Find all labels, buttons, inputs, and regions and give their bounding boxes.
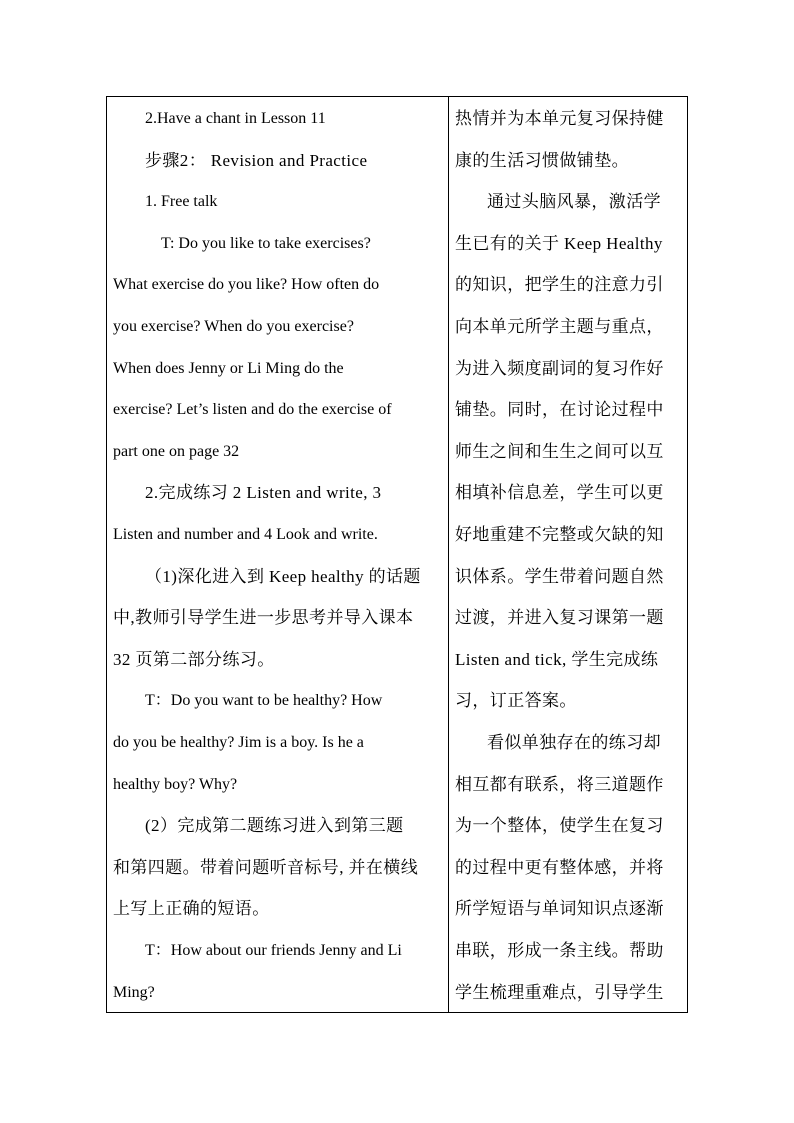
design-intent-line: 学生梳理重难点，引导学生 <box>455 982 664 1002</box>
teaching-step-line: 1. Free talk <box>145 193 218 211</box>
teaching-step-line: 2.完成练习 2 Listen and write, 3 <box>145 483 382 503</box>
teaching-step-line: T：How about our friends Jenny and Li <box>145 942 402 959</box>
teaching-step-line: healthy boy? Why? <box>113 775 238 793</box>
teaching-step-line: When does Jenny or Li Ming do the <box>113 359 344 377</box>
teaching-step-line: What exercise do you like? How often do <box>113 276 380 294</box>
design-intent-line: 看似单独存在的练习却 <box>487 733 661 752</box>
teaching-step-line: Listen and number and 4 Look and write. <box>113 526 378 543</box>
column-divider <box>448 97 449 1012</box>
teaching-step-line: T：Do you want to be healthy? How <box>145 692 383 710</box>
design-intent-line: 师生之间和生生之间可以互 <box>455 441 664 461</box>
teaching-step-line: do you be healthy? Jim is a boy. Is he a <box>113 734 364 751</box>
teaching-step-line: 和第四题。带着问题听音标号, 并在横线 <box>113 857 419 877</box>
design-intent-line: 热情并为本单元复习保持健 <box>455 109 664 128</box>
design-intent-line: 康的生活习惯做铺垫。 <box>455 150 629 170</box>
design-intent-line: 习，订正答案。 <box>455 691 577 711</box>
teaching-step-line: Ming? <box>113 983 155 1001</box>
teaching-step-line: you exercise? When do you exercise? <box>113 318 354 335</box>
design-intent-line: 相互都有联系，将三道题作 <box>455 774 664 794</box>
design-intent-line: 通过头脑风暴，激活学 <box>487 192 661 212</box>
design-intent-line: 的知识，把学生的注意力引 <box>455 275 664 295</box>
teaching-step-line: 中,教师引导学生进一步思考并导入课本 <box>113 608 414 628</box>
teaching-step-line: 步骤2： Revision and Practice <box>145 150 368 170</box>
design-intent-line: 向本单元所学主题与重点， <box>455 317 664 336</box>
design-intent-line: 为进入频度副词的复习作好 <box>455 358 664 378</box>
design-intent-line: 生已有的关于 Keep Healthy <box>455 233 663 253</box>
teaching-step-line: 32 页第二部分练习。 <box>113 649 275 669</box>
design-intent-line: 识体系。学生带着问题自然 <box>455 566 664 586</box>
teaching-step-line: （1)深化进入到 Keep healthy 的话题 <box>145 566 421 586</box>
teaching-step-line: part one on page 32 <box>113 442 240 460</box>
design-intent-line: 串联，形成一条主线。帮助 <box>455 941 664 960</box>
design-intent-line: Listen and tick, 学生完成练 <box>455 649 659 669</box>
teaching-step-line: 2.Have a chant in Lesson 11 <box>145 110 326 127</box>
teaching-step-line: exercise? Let’s listen and do the exercise of <box>113 401 392 419</box>
design-intent-line: 铺垫。同时，在讨论过程中 <box>455 400 664 420</box>
design-intent-line: 的过程中更有整体感，并将 <box>455 857 664 877</box>
teaching-step-line: T: Do you like to take exercises? <box>161 234 371 252</box>
design-intent-line: 好地重建不完整或欠缺的知 <box>455 525 664 544</box>
teaching-step-line: (2）完成第二题练习进入到第三题 <box>145 816 404 836</box>
lesson-plan-table <box>106 96 688 1013</box>
design-intent-line: 为一个整体，使学生在复习 <box>455 816 664 836</box>
design-intent-line: 相填补信息差，学生可以更 <box>455 483 664 503</box>
design-intent-line: 过渡，并进入复习课第一题 <box>455 608 664 628</box>
design-intent-line: 所学短语与单词知识点逐渐 <box>455 899 664 919</box>
teaching-step-line: 上写上正确的短语。 <box>113 899 270 919</box>
